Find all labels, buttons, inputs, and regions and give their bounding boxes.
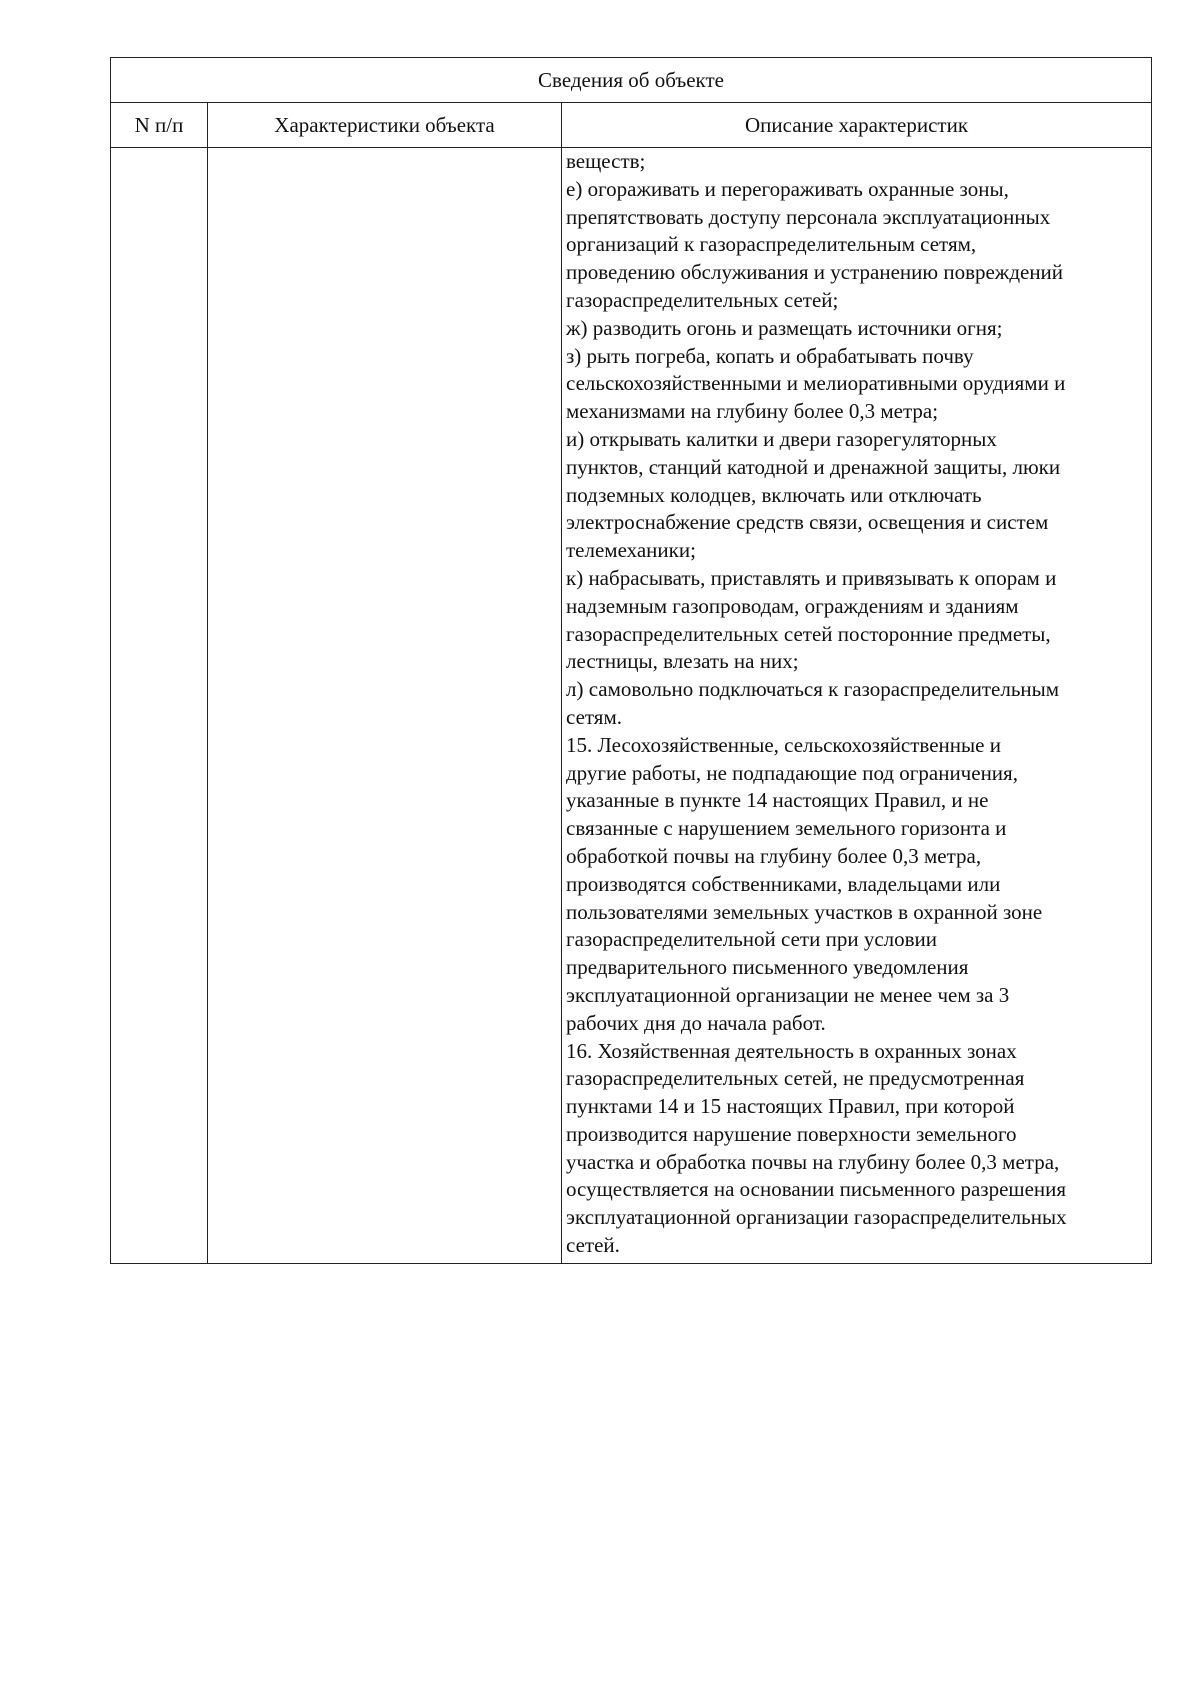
description-line: производятся собственниками, владельцами или	[566, 871, 1001, 896]
description-line: указанные в пункте 14 настоящих Правил, и не	[566, 788, 989, 813]
description-line: эксплуатационной организации не менее чем за 3	[566, 982, 1010, 1007]
description-line: лестницы, влезать на них;	[566, 649, 799, 674]
description-line: и) открывать калитки и двери газорегуляторных	[566, 426, 997, 451]
description-line: обработкой почвы на глубину более 0,3 метра,	[566, 843, 982, 868]
description-line: организаций к газораспределительным сетям,	[566, 232, 977, 257]
description-line: другие работы, не подпадающие под ограничения,	[566, 760, 1018, 785]
description-line: эксплуатационной организации газораспределительных	[566, 1205, 1067, 1230]
description-line: пользователями земельных участков в охранной зоне	[566, 899, 1043, 924]
description-cell	[562, 148, 1152, 1264]
description-line: подземных колодцев, включать или отключать	[566, 482, 982, 507]
table-row	[111, 148, 1152, 1264]
description-line: проведению обслуживания и устранению повреждений	[566, 260, 1064, 285]
characteristics-cell	[208, 148, 562, 1264]
description-line: производится нарушение поверхности земельного	[566, 1121, 1017, 1146]
description-line: препятствовать доступу персонала эксплуатационных	[566, 204, 1051, 229]
description-line: з) рыть погреба, копать и обрабатывать почву	[566, 343, 974, 368]
header-characteristics: Характеристики объекта	[208, 103, 562, 148]
description-line: л) самовольно подключаться к газораспределительным	[566, 677, 1060, 702]
description-line: механизмами на глубину более 0,3 метра;	[566, 399, 939, 424]
description-line: газораспределительной сети при условии	[566, 927, 938, 952]
description-line: рабочих дня до начала работ.	[566, 1010, 826, 1035]
description-line: к) набрасывать, приставлять и привязывать к опорам и	[566, 565, 1057, 590]
description-line: сетям.	[566, 704, 622, 729]
object-info-table	[110, 57, 1152, 1264]
description-line: газораспределительных сетей, не предусмотренная	[566, 1066, 1025, 1091]
description-line: предварительного письменного уведомления	[566, 955, 969, 980]
description-line: осуществляется на основании письменного разрешения	[566, 1177, 1067, 1202]
description-line: 16. Хозяйственная деятельность в охранных зонах	[566, 1038, 1017, 1063]
table-title: Сведения об объекте	[111, 58, 1152, 103]
description-line: газораспределительных сетей;	[566, 287, 839, 312]
description-line: сетей.	[566, 1233, 620, 1258]
description-line: сельскохозяйственными и мелиоративными орудиями и	[566, 371, 1066, 396]
header-number: N п/п	[111, 103, 208, 148]
description-line: веществ;	[566, 149, 646, 173]
table-header-row	[111, 103, 1152, 148]
description-line: телемеханики;	[566, 538, 696, 563]
description-line: газораспределительных сетей посторонние предметы,	[566, 621, 1051, 646]
table-title-row	[111, 58, 1152, 103]
description-line: электроснабжение средств связи, освещения и систем	[566, 510, 1049, 535]
description-line: пунктов, станций катодной и дренажной защиты, люки	[566, 454, 1061, 479]
description-line: связанные с нарушением земельного горизонта и	[566, 816, 1007, 841]
description-line: надземным газопроводам, ограждениям и зданиям	[566, 593, 1019, 618]
number-cell	[111, 148, 208, 1264]
description-line: пунктами 14 и 15 настоящих Правил, при которой	[566, 1094, 1015, 1119]
description-line: е) огораживать и перегораживать охранные зоны,	[566, 176, 1009, 201]
header-description: Описание характеристик	[562, 103, 1152, 148]
description-line: участка и обработка почвы на глубину более 0,3 метра,	[566, 1149, 1060, 1174]
description-line: 15. Лесохозяйственные, сельскохозяйственные и	[566, 732, 1001, 757]
description-line: ж) разводить огонь и размещать источники огня;	[566, 315, 1003, 340]
